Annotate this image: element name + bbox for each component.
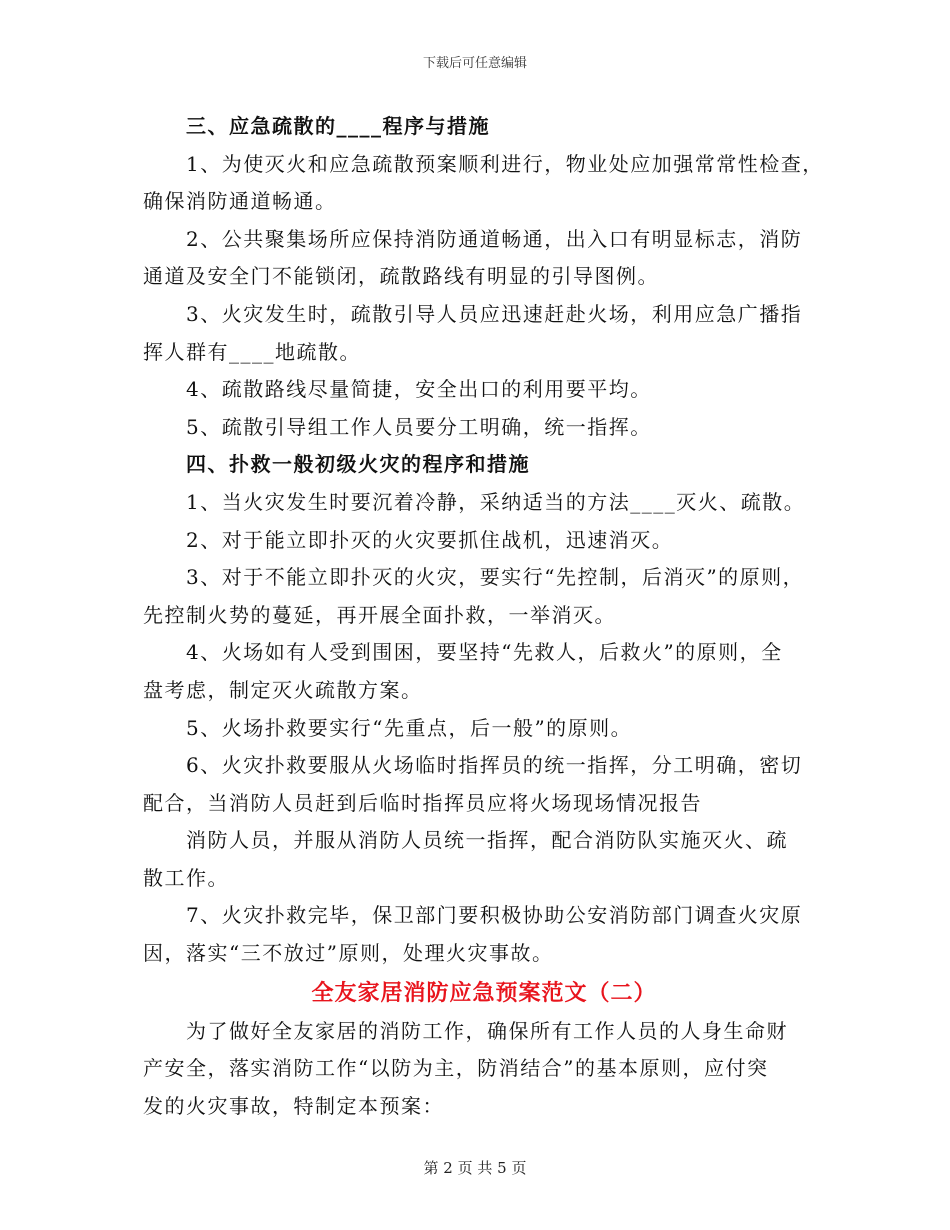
paragraph-line: 消防人员，并服从消防人员统一指挥，配合消防队实施灭火、疏 [186,828,788,853]
paragraph-line: 5、火场扑救要实行“先重点，后一般”的原则。 [186,715,633,740]
paragraph-line: 2、公共聚集场所应保持消防通道畅通，出入口有明显标志，消防 [186,226,803,251]
section-heading: 三、应急疏散的____程序与措施 [186,114,490,138]
paragraph-line: 3、对于不能立即扑灭的火灾，要实行“先控制，后消灭”的原则， [186,565,805,590]
document-body [143,108,824,1125]
paragraph-line: 6、火灾扑救要服从火场临时指挥员的统一指挥，分工明确，密切 [186,753,803,778]
paragraph-line: 通道及安全门不能锁闭，疏散路线有明显的引导图例。 [143,264,659,289]
paragraph-line: 3、火灾发生时，疏散引导人员应迅速赶赴火场，利用应急广播指 [186,301,803,326]
paragraph-line: 4、疏散路线尽量简捷，安全出口的利用要平均。 [186,377,652,402]
paragraph-line: 5、疏散引导组工作人员要分工明确，统一指挥。 [186,414,652,439]
paragraph-line: 散工作。 [143,865,229,890]
paragraph-line: 先控制火势的蔓延，再开展全面扑救，一举消灭。 [143,602,616,627]
paragraph-line: 1、为使灭火和应急疏散预案顺利进行，物业处应加强常常性检查， [186,151,824,176]
paragraph-line: 1、当火灾发生时要沉着冷静，采纳适当的方法____灭火、疏散。 [186,489,806,514]
paragraph-line: 挥人群有____地疏散。 [143,339,361,364]
page-header: 下载后可任意编辑 [422,56,527,71]
paragraph-line: 确保消防通道畅通。 [143,189,337,214]
paragraph-line: 产安全，落实消防工作“以防为主，防消结合”的基本原则，应付突 [143,1056,769,1081]
paragraph-line: 因，落实“三不放过”原则，处理火灾事故。 [143,941,554,966]
paragraph-line: 为了做好全友家居的消防工作，确保所有工作人员的人身生命财 [186,1018,788,1043]
paragraph-line: 配合，当消防人员赶到后临时指挥员应将火场现场情况报告 [143,790,702,815]
paragraph-line: 发的火灾事故，特制定本预案： [143,1093,444,1118]
page-footer: 第 2 页 共 5 页 [423,1159,527,1177]
paragraph-line: 2、对于能立即扑灭的火灾要抓住战机，迅速消灭。 [186,527,674,552]
paragraph-line: 4、火场如有人受到围困，要坚持“先救人，后救火”的原则，全 [186,640,783,665]
document-title: 全友家居消防应急预案范文（二） [311,979,657,1006]
paragraph-line: 7、火灾扑救完毕，保卫部门要积极协助公安消防部门调查火灾原 [186,903,803,928]
section-heading: 四、扑救一般初级火灾的程序和措施 [186,452,530,477]
paragraph-line: 盘考虑，制定灭火疏散方案。 [143,677,423,702]
